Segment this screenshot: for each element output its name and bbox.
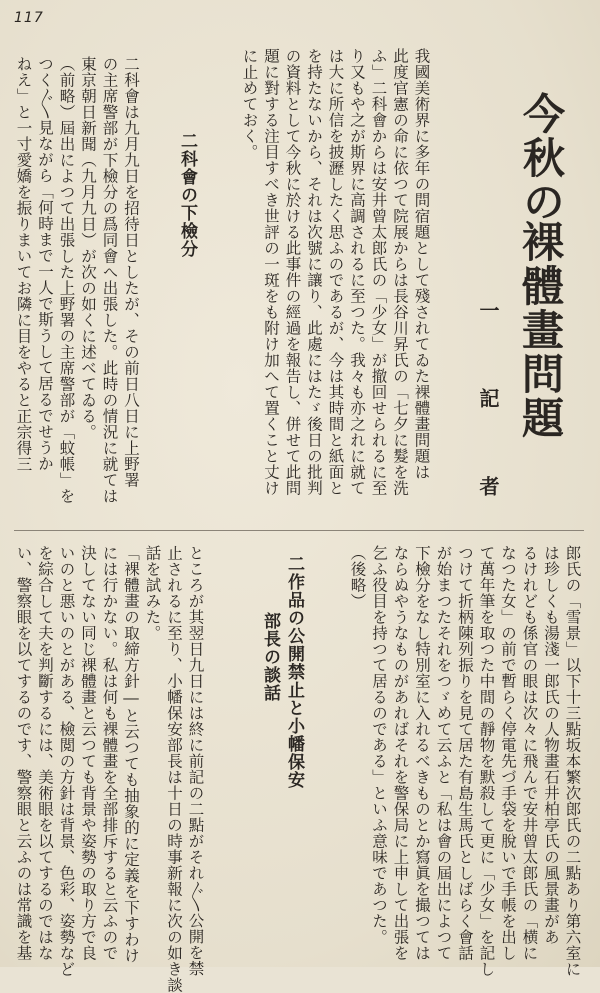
section-divider [14,530,584,531]
article-title-sub: 裸體畫問題 [516,220,565,440]
section-heading-ban-line1: 二作品の公開禁止と小幡保安 [284,555,304,789]
inspection-report-continued: 郎氏の「雪景」以下十三點坂本繁次郎氏の二點あり第六室に は珍しくも湯淺一郎氏の人物畫石井柏亭氏の風景畫があ るけれども係官の眼は次々に飛んで安井曾太郎氏の「横に なつた女」の前で暫らく停電先づ手袋を脫いで手帳を出し て萬年筆を取つた中間の靜物を默殺して更に「少女」を記し つけて折柄陳列振りを見て居た有島生馬氏としばらく會話 が始まつたそれをつゞめて云ふと「私は會の屆出によつて 下檢分をなし特別室に入れるべきものとか寫眞を撮つては ならぬやうなものがあればそれを警保局に上申して出張を 乞ふ役目を持つて居るのである」といふ意味であつた。 （後略） [348,545,582,977]
obata-statement-body: ところが其翌日九日には終に前記の二點がそれ〴〵公開を禁 止されるに至り、小幡保安部長は十日の時事新報に次の如き談 話を試みた。 「裸體畫の取締方針―と云つても抽象的に定義を下すわけ には行かない。私は何も裸體畫を全部排斥すると云ふので 決してない同じ裸體畫と云つても背景や姿勢の取り方で良 いのと悪いのとがある、檢閲の方針は背景、色彩、姿勢など を綜合して夫を判斷するには、美術眼を以てするのではな い、警察眼を以てするのです、警察眼と云ふのは常識を基 [14,545,205,993]
section-heading-nika-inspection: 二科會の下檢分 [177,132,197,258]
nika-inspection-body: 二科會は九月九日を招待日としたが、その前日八日に上野署 の主席警部が下檢分の爲同會へ出張した。此時の情況に就ては 東京朝日新聞（九月九日）が次の如くに述べてゐる。 （前略）屆出によつて出張した上野署の主席警部が「蚊帳」を つく〴〵見ながら「何時まで一人で斯うして居るでせうか ねえ」と一寸愛嬌を振りまいてお隣に目をやると正宗得三 [14,56,140,504]
page-number: 117 [14,10,44,26]
section-heading-ban-line2: 部長の談話 [260,612,280,702]
author-byline: 一 記 者 [476,300,500,518]
article-title-main: 今秋の [517,92,566,224]
intro-paragraph: 我國美術界に多年の問宿題として殘されてゐた裸體畫問題は 此度官憲の命に依つて院展からは長谷川昇氏の「七夕に髮を洗 ふ」二科會からは安井曾太郎氏の「少女」が撤回せられるに至 り又もや之が斯界に高調されるに至つた。我々も亦之れに就て は大に所信を披瀝したく思ふのであるが、今は其時間と紙面と を持たないから、それは次號に讓り、此處にはたゞ後日の批判 の資料として今秋に於ける此事件の經過を報告し、併せて此問 題に對する注目すべき世評の一斑をも附け加へて置くこと丈け に止めておく。 [240,48,431,496]
